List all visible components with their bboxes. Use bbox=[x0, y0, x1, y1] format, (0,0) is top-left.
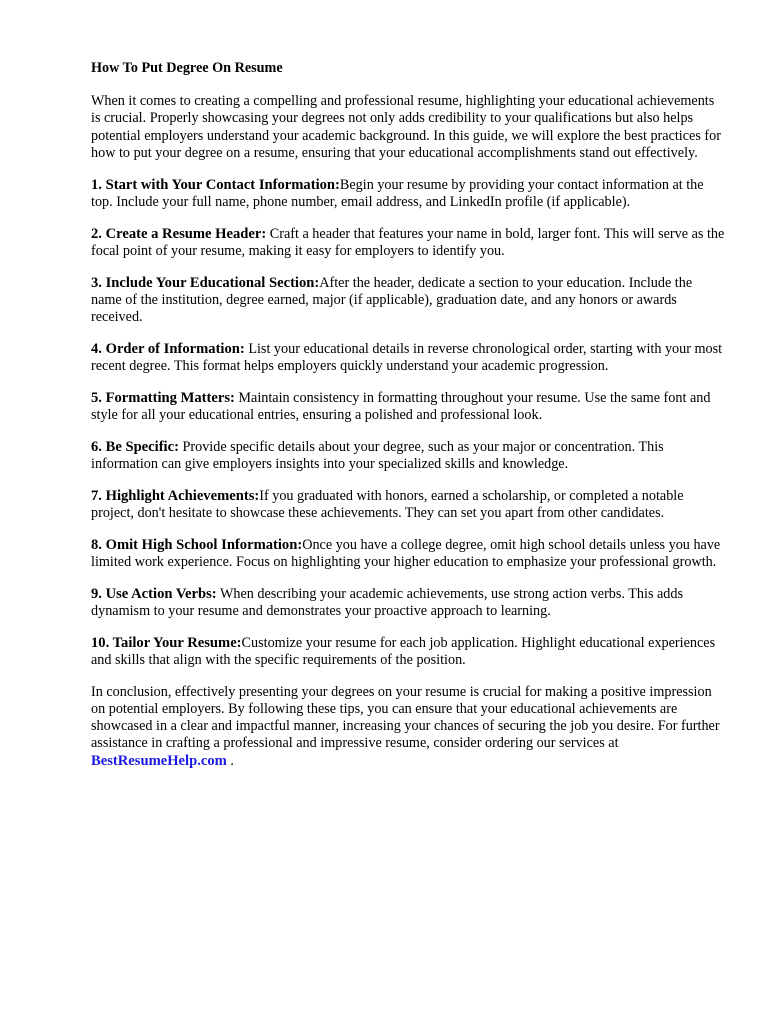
list-item bbox=[91, 537, 726, 571]
list-item bbox=[91, 586, 726, 620]
list-item bbox=[91, 177, 726, 211]
item-heading: 2. Create a Resume Header: bbox=[91, 225, 267, 242]
item-body: After the header, dedicate a section to your education. Include the name of the institution, degree earned, major (if applicable), graduation date, and any honors or awards received. bbox=[91, 274, 693, 326]
conclusion-end: . bbox=[226, 752, 234, 769]
item-heading: 10. Tailor Your Resume: bbox=[91, 634, 242, 651]
item-body: If you graduated with honors, earned a scholarship, or completed a notable project, don't hesitate to showcase these achievements. They can set you apart from other candidates. bbox=[91, 487, 684, 522]
conclusion-text: In conclusion, effectively presenting your degrees on your resume is crucial for making a positive impression on potential employers. By following these tips, you can ensure that your educational achievements are showcased in a clear and impactful manner, increasing your chances of securing the job you desire. For further assistance in crafting a professional and impressive resume, consider ordering our services at bbox=[91, 683, 720, 752]
item-heading: 6. Be Specific: bbox=[91, 438, 179, 455]
item-body: Maintain consistency in formatting throughout your resume. Use the same font and style for all your educational entries, ensuring a polished and professional look. bbox=[91, 389, 711, 424]
list-item bbox=[91, 635, 726, 669]
item-heading: 1. Start with Your Contact Information: bbox=[91, 176, 340, 193]
list-item bbox=[91, 488, 726, 522]
item-body: When describing your academic achievements, use strong action verbs. This adds dynamism to your resume and demonstrates your proactive approach to learning. bbox=[91, 585, 684, 620]
bestresumehelp-link[interactable]: BestResumeHelp.com bbox=[91, 752, 227, 769]
item-heading: 5. Formatting Matters: bbox=[91, 389, 235, 406]
item-body: Craft a header that features your name in bold, larger font. This will serve as the focal point of your resume, making it easy for employers to identify you. bbox=[91, 225, 725, 259]
conclusion-paragraph bbox=[91, 684, 726, 770]
item-heading: 7. Highlight Achievements: bbox=[91, 487, 260, 504]
item-body: Customize your resume for each job application. Highlight educational experiences and skills that align with the specific requirements of the position. bbox=[91, 634, 716, 669]
item-body: Once you have a college degree, omit high school details unless you have limited work experience. Focus on highlighting your higher education to emphasize your professional growth. bbox=[91, 536, 721, 571]
list-item bbox=[91, 341, 726, 375]
document-title: How To Put Degree On Resume bbox=[91, 60, 283, 76]
item-heading: 8. Omit High School Information: bbox=[91, 536, 303, 553]
list-item bbox=[91, 439, 726, 473]
list-item bbox=[91, 226, 726, 260]
list-item bbox=[91, 390, 726, 424]
item-body: List your educational details in reverse chronological order, starting with your most recent degree. This format helps employers quickly understand your academic progression. bbox=[91, 340, 723, 375]
document-page bbox=[91, 60, 726, 784]
intro-paragraph: When it comes to creating a compelling and professional resume, highlighting your educational achievements is crucial. Properly showcasing your degrees not only adds credibility to your qualifications but also helps potential employers understand your academic background. In this guide, we will explore the best practices for how to put your degree on a resume, ensuring that your educational accomplishments stand out effectively. bbox=[91, 93, 721, 161]
item-heading: 3. Include Your Educational Section: bbox=[91, 274, 320, 291]
item-heading: 9. Use Action Verbs: bbox=[91, 585, 217, 602]
list-item bbox=[91, 275, 726, 327]
item-body: Begin your resume by providing your contact information at the top. Include your full name, phone number, email address, and LinkedIn profile (if applicable). bbox=[91, 176, 704, 210]
item-heading: 4. Order of Information: bbox=[91, 340, 245, 357]
item-body: Provide specific details about your degree, such as your major or concentration. This information can give employers insights into your specialized skills and knowledge. bbox=[91, 438, 664, 473]
